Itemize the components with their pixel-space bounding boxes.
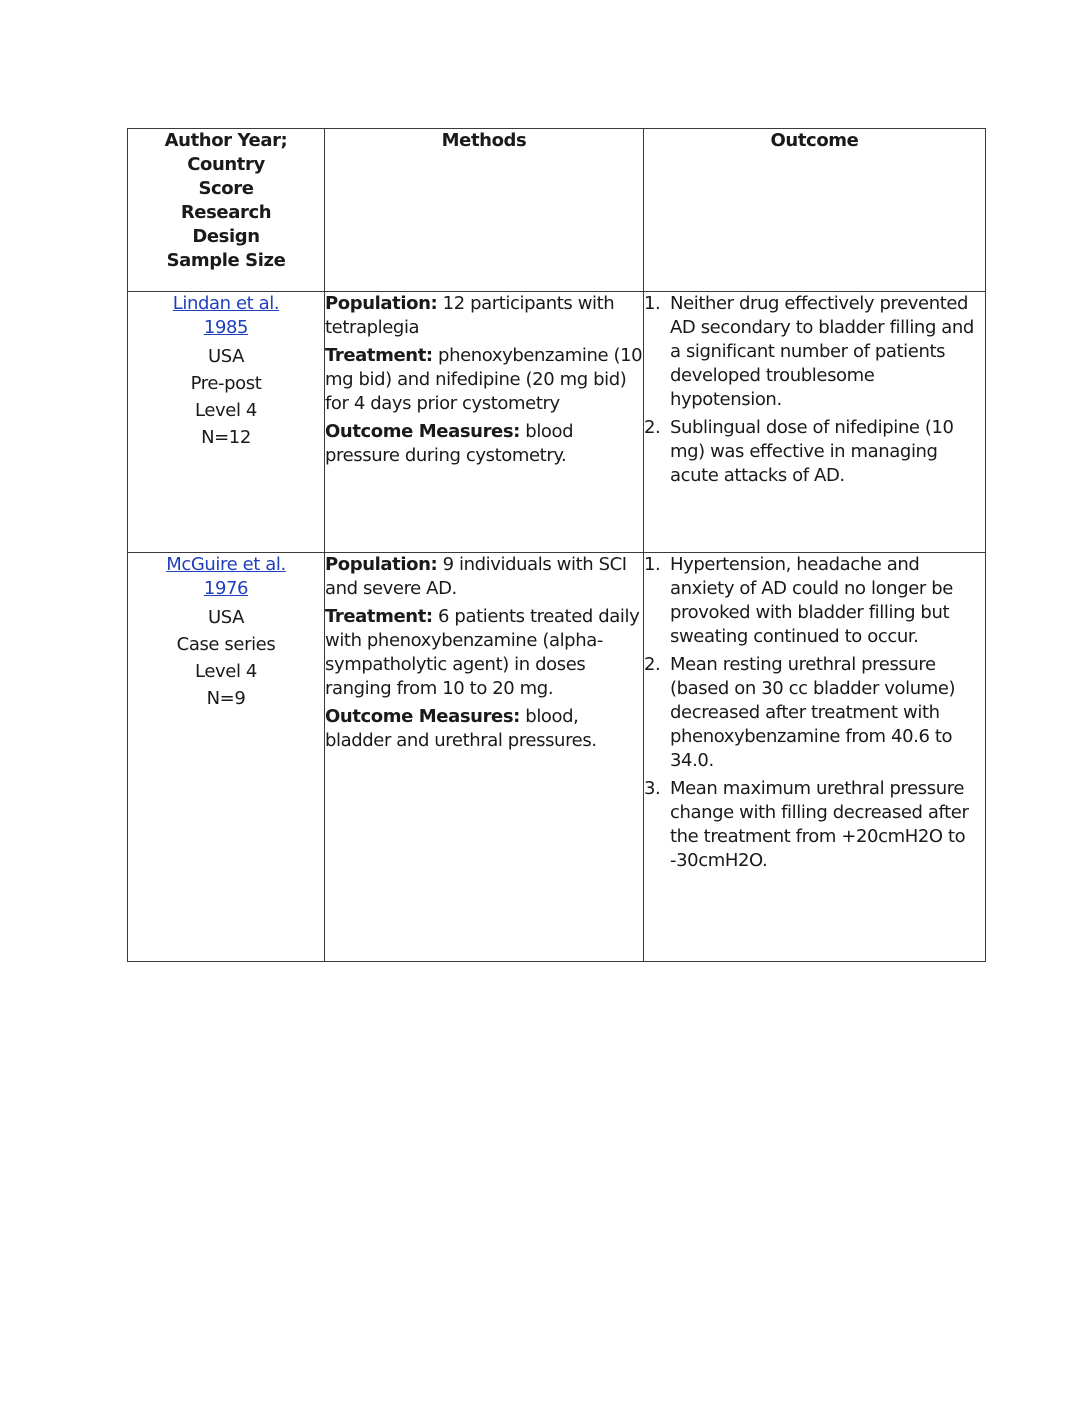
methods-cell [325,553,644,962]
study-score: Level 4 [195,400,257,421]
outcome-text: Mean maximum urethral pressure change with filling decreased after the treatment from +20cmH2O to -30cmH2O. [670,778,969,871]
header-author-line: Research [180,202,272,223]
outcome-number: 3. [644,778,661,799]
outcome-text: Mean resting urethral pressure (based on 30 cc bladder volume) decreased after treatment with phenoxybenzamine from 40.6 to 34.0. [670,654,956,771]
outcome-text: Sublingual dose of nifedipine (10 mg) was effective in managing acute attacks of AD. [670,417,954,486]
methods-outcome-measures [325,420,643,468]
header-author-line: Country [187,154,265,175]
outcome-cell [644,292,986,553]
methods-label: Treatment: [325,606,433,627]
methods-label: Population: [325,293,438,314]
outcome-item [644,292,985,412]
outcome-number: 1. [644,293,661,314]
study-country: USA [207,607,245,628]
methods-label: Outcome Measures: [325,706,520,727]
methods-cell [325,292,644,553]
study-link-lindan[interactable] [128,292,324,340]
header-author-line: Design [192,226,260,247]
header-author-line: Score [198,178,254,199]
header-author-line: Author Year; [164,130,288,151]
study-design: Pre-post [190,373,262,394]
outcome-list [644,553,985,873]
header-methods: Methods [325,129,644,292]
methods-label: Population: [325,554,438,575]
methods-label: Treatment: [325,345,433,366]
methods-population [325,292,643,340]
methods-treatment [325,605,643,701]
study-sample-size: N=9 [206,688,246,709]
outcome-number: 2. [644,417,661,438]
outcome-item [644,653,985,773]
outcome-text: Hypertension, headache and anxiety of AD could no longer be provoked with bladder filling but sweating continued to occur. [670,554,953,647]
outcome-number: 2. [644,654,661,675]
methods-text: 6 patients treated daily with phenoxybenzamine (alpha-sympatholytic agent) in doses ranging from 10 to 20 mg. [325,606,640,699]
study-cell [128,553,325,962]
study-cell [128,292,325,553]
methods-text: blood, bladder and urethral pressures. [325,706,597,751]
methods-outcome-measures [325,705,643,753]
evidence-table [127,128,986,962]
study-link-mcguire[interactable] [128,553,324,601]
methods-population [325,553,643,601]
outcome-text: Neither drug effectively prevented AD secondary to bladder filling and a significant number of patients developed troublesome hypotension. [670,293,974,410]
study-score: Level 4 [195,661,257,682]
methods-text: blood pressure during cystometry. [325,421,574,466]
study-sample-size: N=12 [201,427,251,448]
outcome-cell [644,553,986,962]
header-row [128,129,986,292]
study-link-author: Lindan et al. [172,293,280,314]
header-author-line: Sample Size [166,250,286,271]
outcome-item [644,416,985,488]
methods-text: 12 participants with tetraplegia [325,293,615,338]
outcome-item [644,777,985,873]
methods-text: phenoxybenzamine (10 mg bid) and nifedipine (20 mg bid) for 4 days prior cystometry [325,345,643,414]
study-design: Case series [176,634,276,655]
table-row [128,553,986,962]
header-author-cell [128,129,325,292]
outcome-item [644,553,985,649]
methods-label: Outcome Measures: [325,421,520,442]
outcome-number: 1. [644,554,661,575]
study-link-year: 1985 [203,317,249,338]
study-link-year: 1976 [203,578,249,599]
table-row [128,292,986,553]
study-country: USA [207,346,245,367]
header-outcome: Outcome [644,129,986,292]
study-link-author: McGuire et al. [166,554,286,575]
methods-text: 9 individuals with SCI and severe AD. [325,554,627,599]
outcome-list [644,292,985,488]
methods-treatment [325,344,643,416]
